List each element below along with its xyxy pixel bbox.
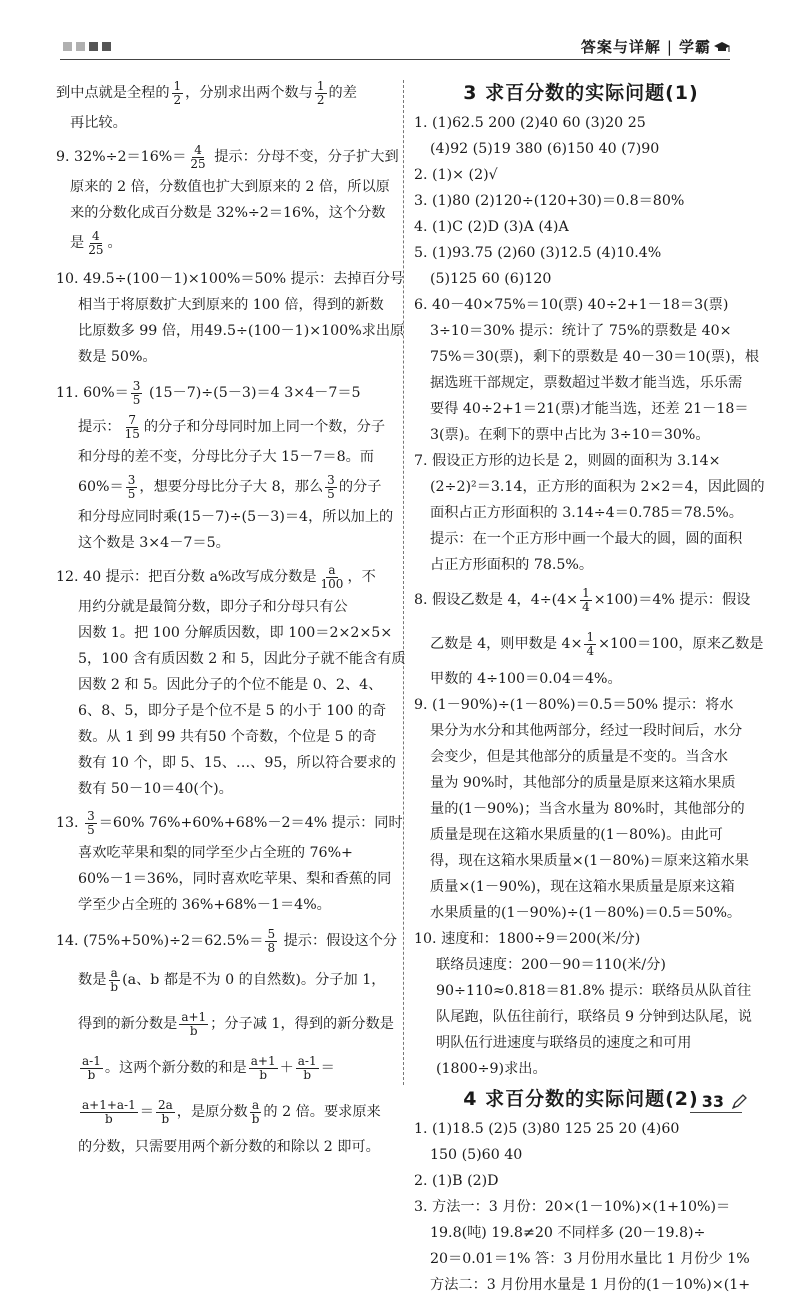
fraction: [580, 587, 592, 614]
answer-13: [56, 806, 403, 918]
fraction: [249, 1055, 278, 1082]
header-brand: 学霸: [678, 38, 711, 56]
text-line: 数是 50%。: [78, 349, 157, 365]
answer-9: [56, 140, 399, 260]
text-line: 水果质量的(1－90%)÷(1－80%)＝0.5＝50%。: [430, 905, 742, 921]
text-run: 的分子: [338, 479, 382, 495]
sec4-answer-1: [414, 1116, 748, 1168]
text-line: 因数 2 和 5。因此分子的个位不能是 0、2、4、: [78, 677, 383, 693]
text-run: 2: [173, 92, 182, 107]
header-title: 答案与详解 | 学霸: [581, 36, 730, 57]
text-run: 3: [127, 472, 136, 487]
text-run: (15－7)÷(5－3)＝4 3×4－7＝5: [144, 385, 361, 401]
text-line: 质量是现在这箱水果质量的(1－80%)。由此可: [430, 827, 723, 843]
text-run: 是: [70, 235, 85, 251]
text-run: b: [251, 1111, 260, 1126]
text-run: ，分别求出两个数与: [185, 85, 313, 101]
text-line: 5，100 含有质因数 2 和 5，因此分子就不能含有质: [78, 651, 406, 667]
text-line: 原来的 2 倍，分数值也扩大到原来的 2 倍，所以原: [70, 179, 390, 195]
text-line: [56, 924, 398, 958]
text-run: 乙数是 4，则甲数是 4×: [430, 636, 583, 652]
text-run: b: [105, 1111, 113, 1126]
text-line: 用约分就是最简分数，即分子和分母只有公: [78, 599, 348, 615]
text-run: 25: [88, 242, 104, 257]
text-line: [56, 1046, 394, 1090]
answer-11: [56, 376, 394, 556]
text-line: [56, 1002, 394, 1046]
right-column: [414, 76, 765, 1298]
text-line: [414, 622, 764, 666]
text-line: 10. 速度和：1800÷9＝200(米/分): [414, 931, 641, 947]
text-line: 的分数，只需要用两个新分数的和除以 2 即可。: [78, 1139, 380, 1155]
text-run: a: [110, 965, 118, 980]
sec4-answer-2: 2. (1)B (2)D: [414, 1173, 499, 1189]
text-run: 13.: [56, 815, 84, 831]
text-run: 1: [316, 78, 325, 93]
text-line: 1. (1)62.5 200 (2)40 60 (3)20 25: [414, 115, 646, 131]
fraction: [80, 1055, 103, 1082]
text-line: 方法二：3 月份用水量是 1 月份的(1－10%)×(1+: [430, 1277, 751, 1293]
text-line: 数有 50－10＝40(个)。: [78, 781, 233, 797]
text-run: 1: [582, 585, 590, 600]
text-run: 。: [107, 235, 122, 251]
text-line: 和分母应同时乘(15－7)÷(5－3)＝4，所以加上的: [78, 509, 394, 525]
text-line: 90÷110≈0.818＝81.8% 提示：联络员从队首往: [436, 983, 752, 999]
text-line: 来的分数化成百分数是 32%÷2＝16%，这个分数: [70, 205, 386, 221]
fraction: [296, 1055, 319, 1082]
text-line: 1. (1)18.5 (2)5 (3)80 125 25 20 (4)60: [414, 1121, 680, 1137]
text-run: 。这两个新分数的和是: [104, 1060, 247, 1076]
header-decoration: [63, 42, 111, 51]
text-line: 9. (1－90%)÷(1－80%)＝0.5＝50% 提示：将水: [414, 697, 734, 713]
text-run: 4: [582, 599, 590, 614]
text-line: 6. 40－40×75%＝10(票) 40÷2+1－18＝3(票): [414, 297, 729, 313]
text-run: a+1+a-1: [82, 1097, 136, 1112]
answer-10: [56, 266, 405, 370]
text-line: [56, 806, 403, 840]
text-run: 8. 假设乙数是 4，4÷(4×: [414, 592, 579, 608]
text-line: 3. 方法一：3 月份：20×(1－10%)×(1+10%)＝: [414, 1199, 731, 1215]
sec3-answer-4: 4. (1)C (2)D (3)A (4)A: [414, 219, 569, 235]
text-line: 据选班干部规定，票数超过半数才能当选，乐乐需: [430, 375, 743, 391]
footer-rule: [690, 1112, 742, 1113]
text-line: 再比较。: [70, 115, 127, 131]
text-line: [56, 226, 394, 260]
text-run: 5: [87, 822, 95, 837]
sec3-answer-1: [414, 110, 748, 162]
text-run: 8: [267, 940, 276, 955]
text-run: ，想要分母比分子大 8，那么: [139, 479, 324, 495]
answer-14: [56, 924, 398, 1160]
text-run: ＝: [139, 1104, 154, 1120]
fraction: [188, 144, 207, 171]
text-run: 100: [320, 576, 344, 591]
text-run: a-1: [82, 1053, 101, 1068]
text-line: 果分为水分和其他两部分，经过一段时间后，水分: [430, 723, 743, 739]
fraction: [315, 80, 327, 107]
graduation-cap-icon: [714, 42, 730, 53]
text-run: 14. (75%+50%)÷2＝62.5%＝: [56, 933, 264, 949]
text-line: 3(票)。在剩下的票中占比为 3÷10＝30%。: [430, 427, 710, 443]
fraction: [250, 1099, 262, 1126]
text-run: 的 2 倍。要求原来: [263, 1104, 381, 1120]
text-run: 60%＝: [78, 479, 124, 495]
text-line: 联络员速度：200－90＝110(米/分): [436, 957, 666, 973]
column-divider: [403, 80, 404, 1085]
sec3-answer-6: [414, 292, 760, 448]
text-run: 4: [586, 643, 595, 658]
text-run: 5: [132, 392, 141, 407]
text-run: 的差: [328, 85, 357, 101]
text-run: 的分子和分母同时加上同一个数，分子: [143, 419, 386, 435]
text-run: 3: [327, 472, 335, 487]
text-line: (2÷2)²＝3.14，正方形的面积为 2×2＝4，因此圆的: [430, 479, 765, 495]
text-run: (a、b 都是不为 0 的自然数)。分子加 1，: [122, 972, 386, 988]
text-line: [414, 578, 751, 622]
text-line: 量为 90%时，其他部分的质量是原来这箱水果质: [430, 775, 736, 791]
text-line: 量的(1－90%)；当含水量为 80%时，其他部分的: [430, 801, 745, 817]
text-run: 3: [132, 378, 141, 393]
text-run: a+1: [250, 1053, 276, 1068]
text-run: ，是原分数: [176, 1104, 248, 1120]
text-run: 3: [87, 808, 95, 823]
fraction: [584, 631, 596, 658]
text-line: [56, 76, 394, 110]
fraction: [86, 230, 105, 257]
text-run: 1: [173, 78, 182, 93]
fraction: [179, 1011, 208, 1038]
text-line: 明队伍行进速度与联络员的速度之和可用: [436, 1035, 692, 1051]
answer-12: [56, 560, 406, 802]
text-line: 150 (5)60 40: [430, 1147, 523, 1163]
text-run: 9. 32%÷2＝16%＝: [56, 149, 187, 165]
text-run: 数是: [78, 972, 107, 988]
text-line: [56, 1090, 394, 1134]
text-line: 75%＝30(票)，剩下的票数是 40－30＝10(票)，根: [430, 349, 760, 365]
text-run: 2a: [157, 1097, 173, 1112]
text-run: 到中点就是全程的: [56, 85, 170, 101]
text-line: 6、8、5，即分子是个位不是 5 的小于 100 的奇: [78, 703, 387, 719]
text-line: 20＝0.01＝1% 答：3 月份用水量比 1 月份少 1%: [430, 1251, 750, 1267]
text-line: 比原数多 99 倍，用49.5÷(100－1)×100%求出原: [78, 323, 405, 339]
text-line: 甲数的 4÷100＝0.04＝4%。: [430, 671, 622, 687]
header-rule: [60, 59, 730, 60]
sec3-answer-9: [414, 692, 748, 926]
text-run: ×100)＝4% 提示：假设: [593, 592, 751, 608]
text-run: 5: [267, 926, 276, 941]
text-run: 5: [327, 486, 335, 501]
sec3-answer-5: [414, 240, 748, 292]
fraction: [131, 380, 143, 407]
text-line: 队尾跑，队伍往前行，联络员 9 分钟到达队尾，说: [436, 1009, 752, 1025]
text-line: 占正方形面积的 78.5%。: [430, 557, 594, 573]
sec3-answer-8: [414, 578, 764, 692]
fraction: [80, 1099, 138, 1126]
section-3-heading: 3 求百分数的实际问题(1): [463, 82, 699, 104]
header-section-title: 答案与详解: [580, 38, 661, 56]
fraction: [126, 474, 138, 501]
text-run: b: [189, 1023, 198, 1038]
section-4-heading: 4 求百分数的实际问题(2): [463, 1088, 699, 1110]
text-line: 提示：在一个正方形中画一个最大的圆，圆的面积: [430, 531, 743, 547]
sec4-answer-3: [414, 1194, 751, 1298]
answer-8-continued: [56, 76, 394, 136]
fraction: [265, 928, 277, 955]
text-line: [56, 958, 394, 1002]
text-run: 提示：分母不变，分子扩大到: [209, 149, 399, 165]
text-line: 学至少占全班的 36%+68%－1＝4%。: [78, 897, 331, 913]
text-line: 会变少，但是其他部分的质量是不变的。当含水: [430, 749, 728, 765]
text-line: (4)92 (5)19 380 (6)150 40 (7)90: [430, 141, 660, 157]
fraction: [325, 474, 337, 501]
text-run: a: [251, 1097, 260, 1112]
text-line: 因数 1。把 100 分解质因数，即 100＝2×2×5×: [78, 625, 393, 641]
text-run: 提示：: [78, 419, 121, 435]
text-run: a: [328, 562, 336, 577]
text-line: (1800÷9)求出。: [436, 1061, 547, 1077]
text-run: ×100＝100，原来乙数是: [598, 636, 764, 652]
text-run: ；分子减 1，得到的新分数是: [210, 1016, 394, 1032]
text-run: 1: [586, 629, 595, 644]
text-run: b: [161, 1111, 170, 1126]
text-run: 7: [128, 412, 137, 427]
pencil-icon: [730, 1093, 748, 1111]
text-line: [56, 410, 394, 444]
text-run: b: [259, 1067, 267, 1082]
text-line: 面积占正方形面积的 3.14÷4＝0.785＝78.5%。: [430, 505, 743, 521]
text-line: 数有 10 个，即 5、15、…、95，所以符合要求的: [78, 755, 396, 771]
fraction: [123, 414, 142, 441]
text-run: 4: [194, 142, 202, 157]
sec3-answer-10: [414, 926, 752, 1082]
text-line: 这个数是 3×4－7＝5。: [78, 535, 230, 551]
text-line: [56, 470, 394, 504]
fraction: [319, 564, 346, 591]
text-line: 要得 40÷2+1＝21(票)才能当选，还差 21－18＝: [430, 401, 749, 417]
text-line: [56, 376, 394, 410]
text-line: [56, 140, 399, 174]
text-run: ＝60% 76%+60%+68%－2＝4% 提示：同时: [98, 815, 403, 831]
fraction: [156, 1099, 175, 1126]
text-run: b: [303, 1067, 312, 1082]
text-line: 相当于将原数扩大到原来的 100 倍，得到的新数: [78, 297, 384, 313]
page-number: 33: [701, 1092, 724, 1111]
text-line: 19.8(吨) 19.8≠20 不同样多 (20－19.8)÷: [430, 1225, 706, 1241]
text-run: ，不: [347, 569, 376, 585]
text-run: b: [110, 979, 119, 994]
text-run: 5: [127, 486, 136, 501]
text-line: [56, 560, 394, 594]
fraction: [172, 80, 184, 107]
text-run: 11. 60%＝: [56, 385, 129, 401]
fraction: [85, 810, 97, 837]
sec3-answer-3: 3. (1)80 (2)120÷(120+30)＝0.8＝80%: [414, 193, 685, 209]
text-line: 7. 假设正方形的边长是 2，则圆的面积为 3.14×: [414, 453, 721, 469]
fraction: [108, 967, 120, 994]
text-run: 15: [124, 426, 140, 441]
text-run: a+1: [181, 1009, 207, 1024]
text-run: 得到的新分数是: [78, 1016, 178, 1032]
text-line: 数。从 1 到 99 共有50 个奇数，个位是 5 的奇: [78, 729, 377, 745]
text-run: b: [87, 1067, 96, 1082]
text-run: 4: [92, 228, 100, 243]
sec3-answer-2: 2. (1)× (2)√: [414, 167, 498, 183]
left-column: [56, 76, 406, 1160]
text-run: 提示：假设这个分: [279, 933, 398, 949]
text-run: ＋: [279, 1060, 294, 1076]
text-line: 得，现在这箱水果质量×(1－80%)＝原来这箱水果: [430, 853, 749, 869]
text-run: 2: [316, 92, 325, 107]
text-run: ＝: [320, 1060, 335, 1076]
text-line: 60%－1＝36%，同时喜欢吃苹果、梨和香蕉的同: [78, 871, 392, 887]
text-line: (5)125 60 (6)120: [430, 271, 552, 287]
text-run: 25: [190, 156, 206, 171]
text-line: 质量×(1－90%)，现在这箱水果质量是原来这箱: [430, 879, 735, 895]
sec3-answer-7: [414, 448, 765, 578]
text-line: 喜欢吃苹果和梨的同学至少占全班的 76%+: [78, 845, 353, 861]
text-line: 3÷10＝30% 提示：统计了 75%的票数是 40×: [430, 323, 732, 339]
text-line: 和分母的差不变，分母比分子大 15－7＝8。而: [78, 449, 374, 465]
text-line: 5. (1)93.75 (2)60 (3)12.5 (4)10.4%: [414, 245, 662, 261]
text-run: 12. 40 提示：把百分数 a%改写成分数是: [56, 569, 317, 585]
text-run: a-1: [297, 1053, 317, 1068]
text-line: 10. 49.5÷(100－1)×100%＝50% 提示：去掉百分号: [56, 271, 405, 287]
